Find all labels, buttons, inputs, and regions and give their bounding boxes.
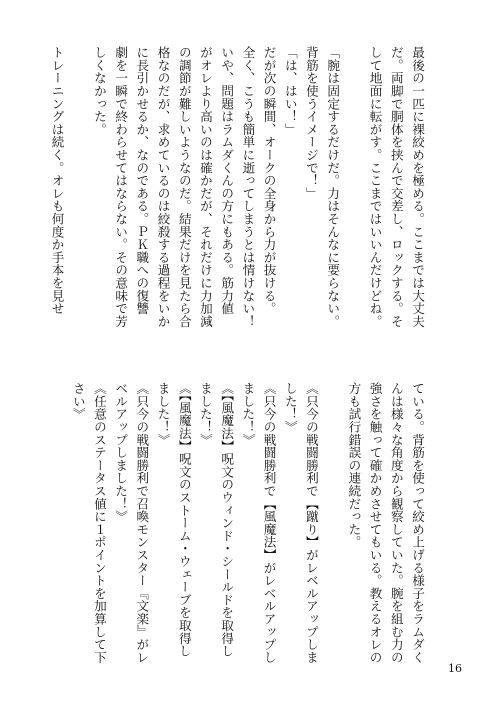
text-line: 全く、こうも簡単に逝ってしまうとは情けない！: [240, 46, 256, 328]
text-line: 格なのだが、求めているのは絞殺する過程をいか: [155, 46, 171, 328]
text-line: 劇を一瞬で終わらせてはならない。その意味で芳: [113, 46, 129, 328]
text-line: ました！》: [155, 382, 171, 446]
text-line: に長引かせるか、なのである。ＰＫ職への復讐: [134, 46, 150, 315]
text-line: ている。背筋を使って絞め上げる様子をラムダく: [410, 382, 425, 664]
text-line: 「は、はい！」: [282, 46, 298, 136]
lower-text-block: [68, 382, 428, 682]
text-line: した！》: [282, 382, 298, 434]
text-line: 「腕は固定するだけだ。力はそんなに要らない。: [325, 46, 341, 328]
text-line: 《只今の戦闘勝利で【風魔法】がレベルアップし: [261, 382, 277, 664]
text-line: して地面に転がす。ここまではいいんだけどね。: [367, 46, 383, 328]
text-line: がオレより高いのは確かだが、それだけに力加減: [197, 46, 213, 328]
page-number: 16: [448, 662, 462, 675]
text-line: ました！》: [240, 382, 256, 446]
text-line: 背筋を使うイメージで！」: [303, 46, 319, 200]
text-line: しくなかった。: [91, 46, 107, 136]
text-line: 《【風魔法】呪文のストーム・ウェーブを取得し: [176, 382, 192, 658]
text-line: だ。両脚で胴体を挟んで交差し、ロックする。そ: [388, 46, 404, 328]
text-line: 《任意のステータス値に１ポイントを加算して下: [91, 382, 107, 664]
text-line: [322, 382, 343, 682]
text-line: [343, 46, 364, 356]
text-line: だが次の瞬間、オークの全身から力が抜ける。: [261, 46, 277, 315]
text-line: 《只今の戦闘勝利で召喚モンスター『文楽』がレ: [134, 382, 150, 664]
text-line: 《【風魔法】呪文のウィンド・シールドを取得し: [219, 382, 235, 658]
text-line: 《只今の戦闘勝利で【蹴り】がレベルアップしま: [303, 382, 319, 664]
text-line: いや、問題はラムダくんの方にもある。筋力値: [219, 46, 235, 315]
upper-text-block: [46, 46, 428, 356]
text-line: ベルアップしました！》: [113, 382, 129, 523]
text-line: 最後の一匹に裸絞めを極める。ここまでは大丈夫: [410, 46, 425, 328]
text-line: トレーニングは続く。オレも何度か手本を見せ: [49, 46, 65, 315]
text-line: ました！》: [197, 382, 213, 446]
text-line: さい》: [70, 382, 86, 421]
text-line: 方も試行錯誤の連続だった。: [346, 382, 362, 549]
text-line: 強さを触って確かめさせてもいる。教えるオレの: [367, 382, 383, 664]
text-line: の調節が難しいようなのだ。結果だけを見たら合: [176, 46, 192, 328]
text-line: んは様々な角度から観察していた。腕を組む力の: [388, 382, 404, 664]
text-line: [68, 46, 89, 356]
